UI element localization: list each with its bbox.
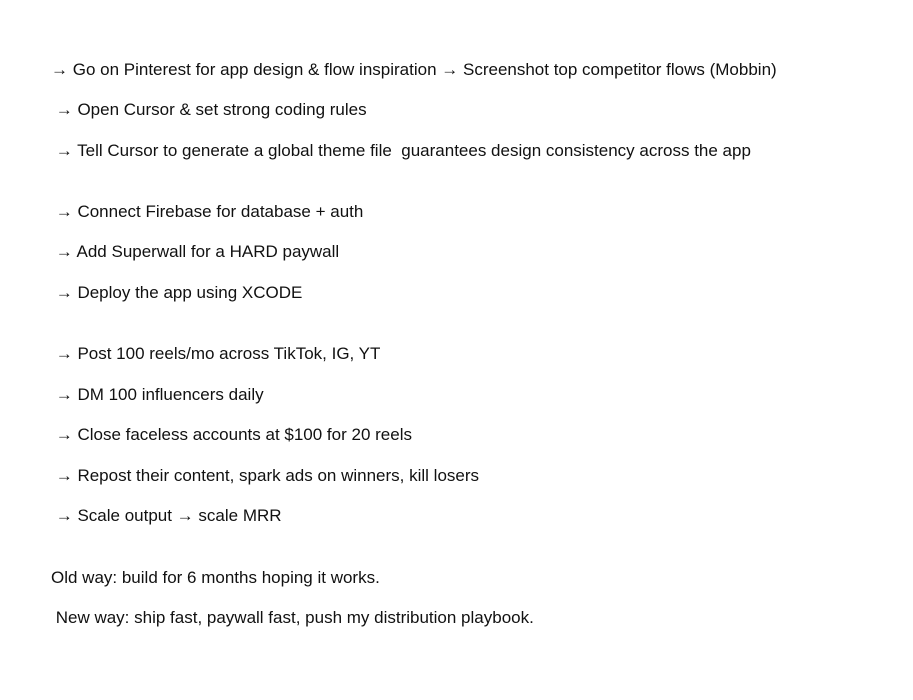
step-design-inspiration: → Go on Pinterest for app design & flow inspiration → Screenshot top competitor flows (Mobbin) (51, 60, 777, 79)
step-scale-output: → Scale output → scale MRR (51, 506, 282, 525)
step-post-reels: → Post 100 reels/mo across TikTok, IG, YT (51, 344, 381, 363)
new-way-text: New way: ship fast, paywall fast, push my distribution playbook. (51, 608, 534, 627)
old-way-text: Old way: build for 6 months hoping it works. (51, 568, 380, 587)
step-repost-content: → Repost their content, spark ads on winners, kill losers (51, 466, 480, 485)
step-close-faceless-accounts: → Close faceless accounts at $100 for 20 reels (51, 425, 412, 444)
step-global-theme: → Tell Cursor to generate a global theme file guarantees design consistency across the app (51, 141, 751, 160)
step-connect-firebase: → Connect Firebase for database + auth (51, 202, 364, 221)
step-add-superwall: → Add Superwall for a HARD paywall (51, 242, 340, 261)
step-open-cursor: → Open Cursor & set strong coding rules (51, 100, 367, 119)
step-deploy-xcode: → Deploy the app using XCODE (51, 283, 303, 302)
step-dm-influencers: → DM 100 influencers daily (51, 385, 264, 404)
